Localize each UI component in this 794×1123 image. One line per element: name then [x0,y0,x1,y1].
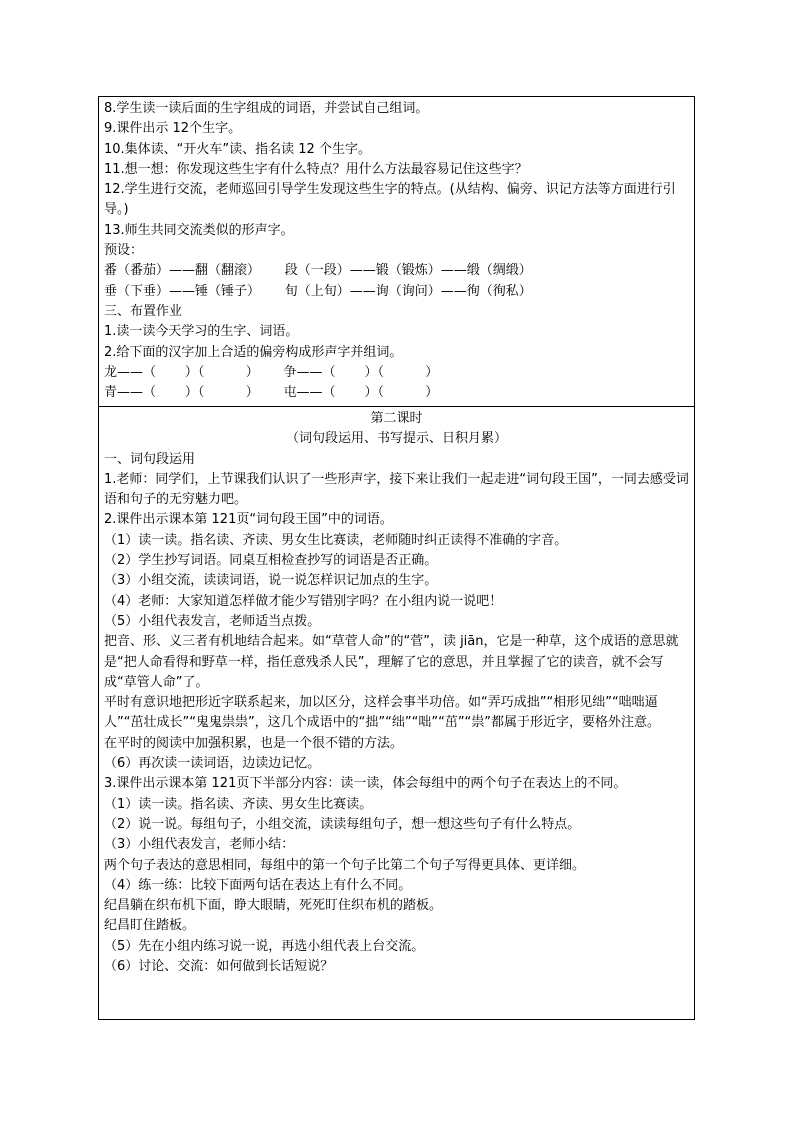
step-line: 12.学生进行交流，老师巡回引导学生发现这些生字的特点。(从结构、偏旁、识记方法等方面进行引导。) [104,182,676,218]
paragraph: 纪昌盯住踏板。 [104,918,196,934]
paragraph: （6）再次读一读词语，边读边记忆。 [104,756,321,772]
preset-row: 番（番茄）——翻（翻滚） 段（一段）——锻（锻炼）——缎（绸缎） [104,263,532,279]
step-line: 10.集体读、“开火车”读、指名读 12 个生字。 [104,141,371,157]
paragraph: 1.老师：同学们，上节课我们认识了一些形声字，接下来让我们一起走进“词句段王国”，一同去感受词语和句子的无穷魅力吧。 [104,471,689,508]
step-line: 13.师生共同交流类似的形声字。 [104,222,294,238]
paragraph: （1）读一读。指名读、齐读、男女生比赛读。 [104,796,373,812]
paragraph: 平时有意识地把形近字联系起来，加以区分，这样会事半功倍。如“弄巧成拙”“相形见绌”“咄咄逼人”“茁壮成长”“鬼鬼祟祟”，这几个成语中的“拙”“绌”“咄”“茁”“祟”都属于形近字，要格外注意。 [104,695,661,731]
paragraph: 两个句子表达的意思相同，每组中的第一个句子比第二个句子写得更具体、更详细。 [104,857,586,873]
paragraph: （6）讨论、交流：如何做到长话短说？ [104,959,334,975]
period-title: 第二课时 [370,411,423,426]
homework-item: 1.读一读今天学习的生字、词语。 [104,324,299,340]
preset-row: 垂（下垂）——锤（锤子） 旬（上旬）——询（询问）——徇（徇私） [104,283,532,299]
homework-title: 三、布置作业 [104,303,183,319]
paragraph: 3.课件出示课本第 121页下半部分内容：读一读，体会每组中的两个句子在表达上的不同。 [104,776,627,792]
lesson-plan-table [98,96,695,1020]
blank-row: 龙——（ ）（ ） 争——（ ）（ ） [104,364,439,380]
preset-label: 预设： [104,243,144,259]
section-first-period [98,96,695,407]
paragraph: 纪昌躺在织布机下面，睁大眼睛，死死盯住织布机的踏板。 [104,898,443,914]
period-subtitle: （词句段运用、书写提示、日积月累） [285,431,507,447]
paragraph: 在平时的阅读中加强积累，也是一个很不错的方法。 [104,735,404,751]
paragraph: 把音、形、义三者有机地结合起来。如“草菅人命”的“菅”，读 jiān，它是一种草，这个成语的意思就是“把人命看得和野草一样，指任意残杀人民”，理解了它的意思，并且掌握了它的读音，就不会写成“草管人命”了。 [104,634,679,690]
paragraph: （5）小组代表发言，老师适当点拨。 [104,613,321,629]
step-line: 8.学生读一读后面的生字组成的词语，并尝试自己组词。 [104,101,429,116]
paragraph: （5）先在小组内练习说一说，再选小组代表上台交流。 [104,938,425,954]
blank-row: 青——（ ）（ ） 屯——（ ）（ ） [104,385,439,401]
paragraph: （3）小组交流，读读词语，说一说怎样识记加点的生字。 [104,573,438,589]
paragraph: 2.课件出示课本第 121页“词句段王国”中的词语。 [104,512,393,528]
section-second-period [98,407,695,1020]
paragraph: （1）读一读。指名读、齐读、男女生比赛读，老师随时纠正读得不准确的字音。 [104,532,568,548]
paragraph: （4）老师：大家知道怎样做才能少写错别字吗？在小组内说一说吧！ [104,593,503,609]
paragraph: （3）小组代表发言，老师小结： [104,837,295,853]
paragraph: （4）练一练：比较下面两句话在表达上有什么不同。 [104,877,412,893]
paragraph: 一、词句段运用 [104,451,196,467]
homework-item: 2.给下面的汉字加上合适的偏旁构成形声字并组词。 [104,344,403,360]
step-line: 9.课件出示 12个生字。 [104,121,242,137]
paragraph: （2）学生抄写词语。同桌互相检查抄写的词语是否正确。 [104,553,438,569]
paragraph: （2）说一说。每组句子，小组交流，读读每组句子，想一想这些句子有什么特点。 [104,816,581,832]
step-line: 11.想一想：你发现这些生字有什么特点？用什么方法最容易记住这些字？ [104,161,528,177]
